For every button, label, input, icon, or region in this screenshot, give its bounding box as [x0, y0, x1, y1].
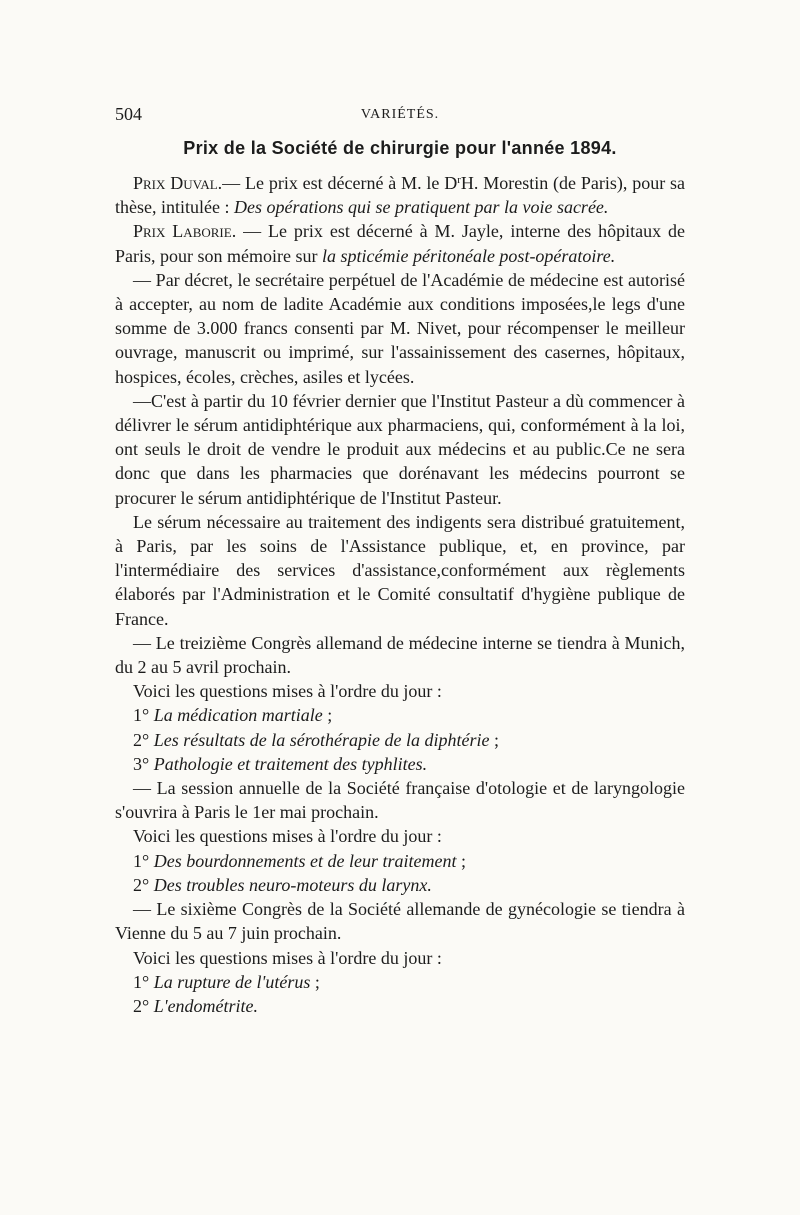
- item-number: 1°: [133, 850, 150, 871]
- item-punct: ;: [489, 729, 500, 750]
- paragraph-ordre-du-jour: Voici les questions mises à l'ordre du jour :: [133, 947, 442, 968]
- running-head: VARIÉTÉS.: [360, 107, 440, 122]
- item-number: 2°: [133, 995, 150, 1016]
- item-title: Les résultats de la sérothérapie de la diphtérie: [153, 729, 490, 750]
- paragraph-congres-munich: — Le treizième Congrès allemand de médecine interne se tiendra à Munich, du 2 au 5 avril prochain.: [115, 632, 685, 678]
- memoir-title: la spticémie péritonéale post-opératoire.: [321, 245, 616, 266]
- list-item: [115, 849, 685, 873]
- item-number: 1°: [133, 971, 150, 992]
- page-header: [115, 104, 685, 128]
- superscript: r: [457, 174, 461, 186]
- paragraph-prix-laborie: [115, 219, 685, 267]
- paragraph-ordre-du-jour: Voici les questions mises à l'ordre du jour :: [133, 826, 442, 847]
- paragraph-ordre-du-jour: Voici les questions mises à l'ordre du jour :: [133, 681, 442, 702]
- paragraph-decret: — Par décret, le secrétaire perpétuel de l'Académie de médecine est autorisé à accepter, au nom de ladite Académie aux conditions imposées,le legs d'une somme de 3.000 francs consenti par M. Nivet, pour récompenser le meilleur ouvrage, manuscrit ou imprimé, sur l'assainissement des casernes, hôpitaux, hospices, écoles, crèches, asiles et lycées.: [115, 269, 685, 387]
- paragraph-otologie: — La session annuelle de la Société française d'otologie et de laryngologie s'ouvrira à Paris le 1er mai prochain.: [115, 778, 685, 823]
- item-number: 1°: [133, 705, 150, 726]
- list-item: [115, 703, 685, 727]
- paragraph-gynecologie: — Le sixième Congrès de la Société allemande de gynécologie se tiendra à Vienne du 5 au 7 juin prochain.: [115, 899, 685, 944]
- item-title: Pathologie et traitement des typhlites.: [153, 753, 428, 774]
- list-item: [115, 728, 685, 752]
- section-title: Prix de la Société de chirurgie pour l'année 1894.: [183, 138, 617, 158]
- list-item: [115, 994, 685, 1018]
- paragraph-text: Le prix est décerné à M. Jayle, interne des hôpitaux de Paris, pour son mémoire sur: [115, 221, 685, 266]
- item-title: La médication martiale: [153, 705, 323, 726]
- item-punct: ;: [322, 705, 333, 726]
- item-title: Des troubles neuro-moteurs du larynx.: [153, 874, 432, 895]
- dash: —: [236, 221, 269, 242]
- list-item: [115, 873, 685, 897]
- list-item: [115, 970, 685, 994]
- paragraph-text: H. Morestin (de Paris), pour sa thèse, intitulée :: [115, 173, 686, 218]
- item-number: 3°: [133, 753, 150, 774]
- dash: —: [222, 173, 246, 193]
- page-number: 504: [115, 104, 142, 124]
- item-number: 2°: [133, 729, 150, 750]
- paragraph-serum: Le sérum nécessaire au traitement des indigents sera distribué gratuitement, à Paris, par les soins de l'Assistance publique, et, en province, par l'intermédiaire des services d'assistance,conformément aux règlements élaborés par l'Administration et le Comité consultatif d'hygiène publique de France.: [115, 511, 685, 629]
- item-punct: ;: [456, 850, 466, 871]
- item-title: Des bourdonnements et de leur traitement: [153, 850, 457, 871]
- paragraph-prix-duval: [115, 168, 685, 219]
- prize-name: Prix Duval.: [133, 173, 223, 193]
- paragraph-text: Le prix est décerné à M. le D: [245, 173, 458, 193]
- prize-name: Prix Laborie.: [133, 221, 237, 242]
- article-body: [115, 168, 685, 1018]
- item-number: 2°: [133, 874, 150, 895]
- list-item: [115, 752, 685, 776]
- item-title: L'endométrite.: [153, 995, 259, 1016]
- thesis-title: Des opérations qui se pratiquent par la voie sacrée.: [233, 197, 609, 218]
- item-title: La rupture de l'utérus: [153, 971, 311, 992]
- paragraph-institut-pasteur: —C'est à partir du 10 février dernier que l'Institut Pasteur a dù commencer à délivrer le sérum antidiphtérique aux pharmaciens, qui, conformément à la loi, ont seuls le droit de vendre le produit aux médecins et au public.Ce ne sera donc que dans les pharmacies que dorénavant les médecins pourront se procurer le sérum antidiphtérique de l'Institut Pasteur.: [115, 390, 685, 508]
- item-punct: ;: [310, 971, 320, 992]
